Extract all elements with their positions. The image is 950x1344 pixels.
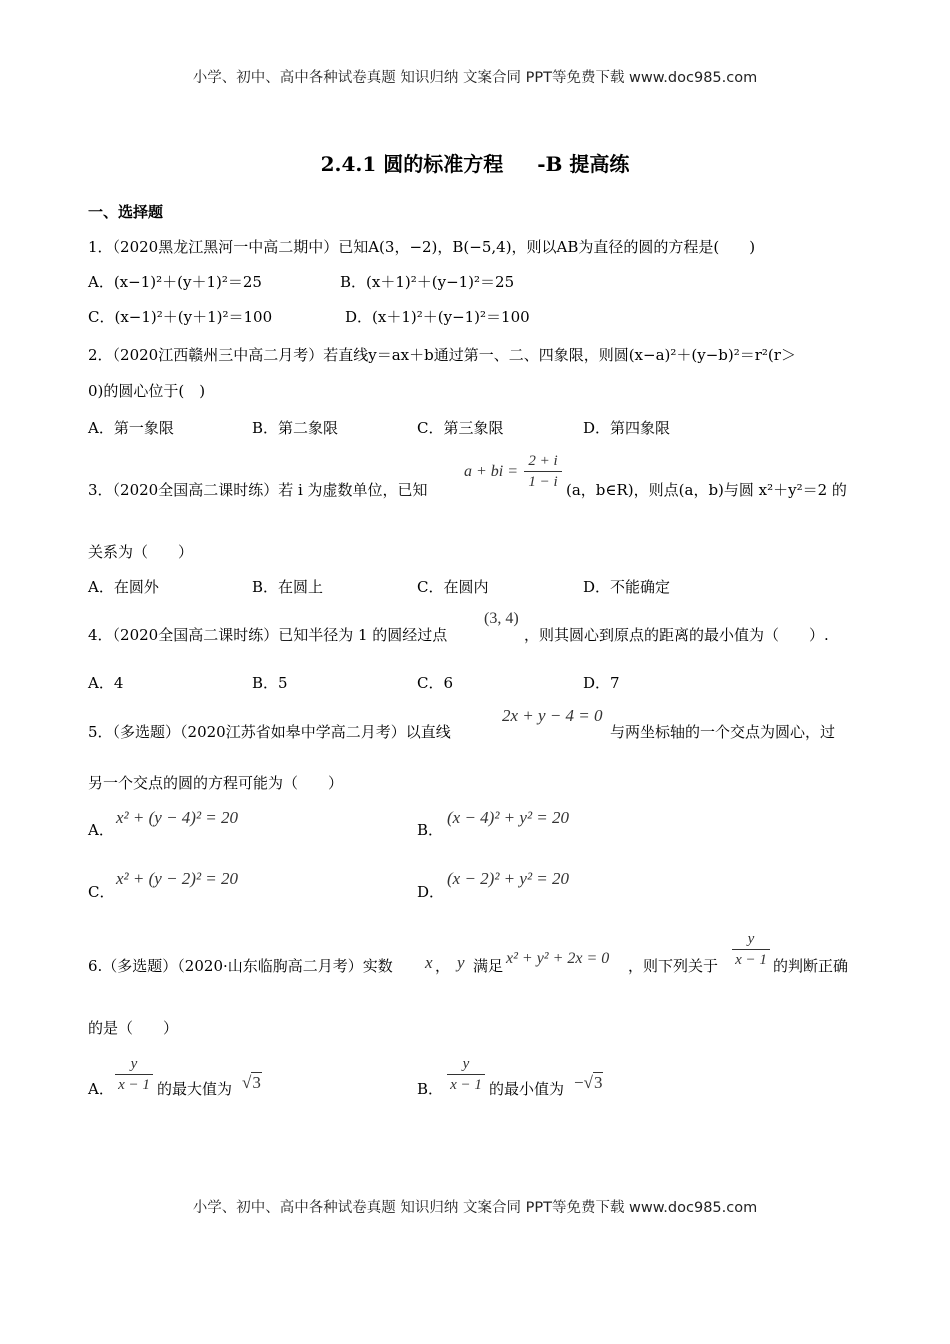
q6-stem-pre: 6.（多选题）（2020·山东临朐高二月考）实数 [88, 957, 393, 975]
q6-separator: ， [435, 957, 451, 975]
q3-stem-line2: 关系为（ ） [88, 543, 194, 561]
q4-option-a: A．4 [88, 674, 124, 692]
title-main: 2.4.1 圆的标准方程 [320, 152, 504, 176]
q5-option-a: x² + (y − 4)² = 20 [116, 808, 239, 827]
section-heading: 一、选择题 [88, 203, 164, 221]
q1-option-c: C．(x−1)²＋(y＋1)²＝100 [88, 308, 273, 326]
q6-option-a-text: 的最大值为 [157, 1080, 233, 1098]
q3-option-a: A．在圆外 [88, 578, 159, 596]
q5-option-b-label: B． [417, 821, 444, 839]
q6-option-b-text: 的最小值为 [489, 1080, 565, 1098]
q5-option-a-label: A． [88, 821, 114, 839]
q6-var-x: x [425, 953, 433, 972]
q6-cond-pre: 满足 [473, 957, 504, 975]
q6-option-b-value: −√3 [574, 1073, 603, 1092]
q3-fraction-num: 2 + i [528, 453, 558, 469]
q6-var-y: y [457, 953, 465, 972]
q3-fraction [524, 452, 562, 491]
q6-option-a-value: √3 [242, 1073, 261, 1092]
q3-formula-lhs: a + bi = [464, 463, 519, 480]
page-header: 小学、初中、高中各种试卷真题 知识归纳 文案合同 PPT等免费下载 www.doc985.com [192, 70, 758, 86]
q5-option-c: x² + (y − 2)² = 20 [116, 869, 239, 888]
q3-fraction-den: 1 − i [528, 474, 558, 490]
q6-fraction-den: x − 1 [735, 952, 767, 968]
q4-option-b: B．5 [252, 674, 288, 692]
q3-option-c: C．在圆内 [417, 578, 489, 596]
q6-option-b-sign: − [574, 1073, 584, 1092]
q5-option-d-label: D． [417, 883, 445, 901]
q1-option-b: B．(x＋1)²＋(y−1)²＝25 [340, 273, 515, 291]
q6-option-b-num: y [462, 1056, 470, 1072]
q6-option-a-radicand: 3 [252, 1073, 261, 1092]
q3-option-b: B．在圆上 [252, 578, 324, 596]
q4-option-d: D．7 [583, 674, 620, 692]
q1-option-d: D．(x＋1)²＋(y−1)²＝100 [345, 308, 530, 326]
q5-line-equation: 2x + y − 4 = 0 [502, 706, 603, 725]
q6-option-b-fraction [447, 1055, 485, 1094]
q3-option-d: D．不能确定 [583, 578, 671, 596]
q1-option-a: A．(x−1)²＋(y＋1)²＝25 [88, 273, 262, 291]
q2-stem-line2: 0)的圆心位于( ) [88, 382, 206, 400]
q1-stem: 1．（2020黑龙江黑河一中高二期中）已知A(3，−2)，B(−5,4)，则以AB为直径的圆的方程是( ) [88, 238, 756, 256]
q6-option-a-den: x − 1 [118, 1077, 150, 1093]
q3-stem-pre: 3．（2020全国高二课时练）若 i 为虚数单位，已知 [88, 481, 428, 499]
q3-stem-post: (a，b∈R)，则点(a，b)与圆 x²＋y²＝2 的 [566, 481, 847, 499]
q6-stem-post: 的判断正确 [773, 957, 849, 975]
q2-option-b: B．第二象限 [252, 419, 339, 437]
q6-condition: x² + y² + 2x = 0 [506, 950, 610, 967]
q2-option-c: C．第三象限 [417, 419, 504, 437]
page-footer: 小学、初中、高中各种试卷真题 知识归纳 文案合同 PPT等免费下载 www.doc985.com [192, 1200, 758, 1216]
q5-stem-pre: 5．（多选题）（2020江苏省如皋中学高二月考）以直线 [88, 723, 451, 741]
q5-stem-post: 与两坐标轴的一个交点为圆心，过 [610, 723, 836, 741]
q6-option-a-fraction [115, 1055, 153, 1094]
q6-stem-line2: 的是（ ） [88, 1019, 179, 1037]
page-title [0, 148, 950, 177]
q2-option-a: A．第一象限 [88, 419, 174, 437]
q5-option-b: (x − 4)² + y² = 20 [447, 808, 570, 827]
q6-option-a-label: A． [88, 1080, 114, 1098]
q4-point: (3, 4) [484, 610, 519, 627]
title-level: -B 提高练 [537, 152, 630, 176]
q4-option-c: C．6 [417, 674, 454, 692]
q6-stem-mid: ，则下列关于 [628, 957, 719, 975]
q6-option-a-num: y [130, 1056, 138, 1072]
q5-stem-line2: 另一个交点的圆的方程可能为（ ） [88, 774, 344, 792]
q4-stem-post: ，则其圆心到原点的距离的最小值为（ ）. [524, 626, 829, 644]
q2-stem-line1: 2．（2020江西赣州三中高二月考）若直线y＝ax＋b通过第一、二、四象限，则圆(x−a)²＋(y−b)²＝r²(r＞ [88, 346, 796, 364]
q6-fraction [732, 930, 770, 969]
q2-option-d: D．第四象限 [583, 419, 671, 437]
q5-option-d: (x − 2)² + y² = 20 [447, 869, 570, 888]
q6-option-b-label: B． [417, 1080, 444, 1098]
q5-option-c-label: C． [88, 883, 115, 901]
q6-option-b-den: x − 1 [450, 1077, 482, 1093]
q6-option-b-radicand: 3 [593, 1073, 603, 1092]
q6-fraction-num: y [747, 931, 755, 947]
q4-stem-pre: 4．（2020全国高二课时练）已知半径为 1 的圆经过点 [88, 626, 448, 644]
